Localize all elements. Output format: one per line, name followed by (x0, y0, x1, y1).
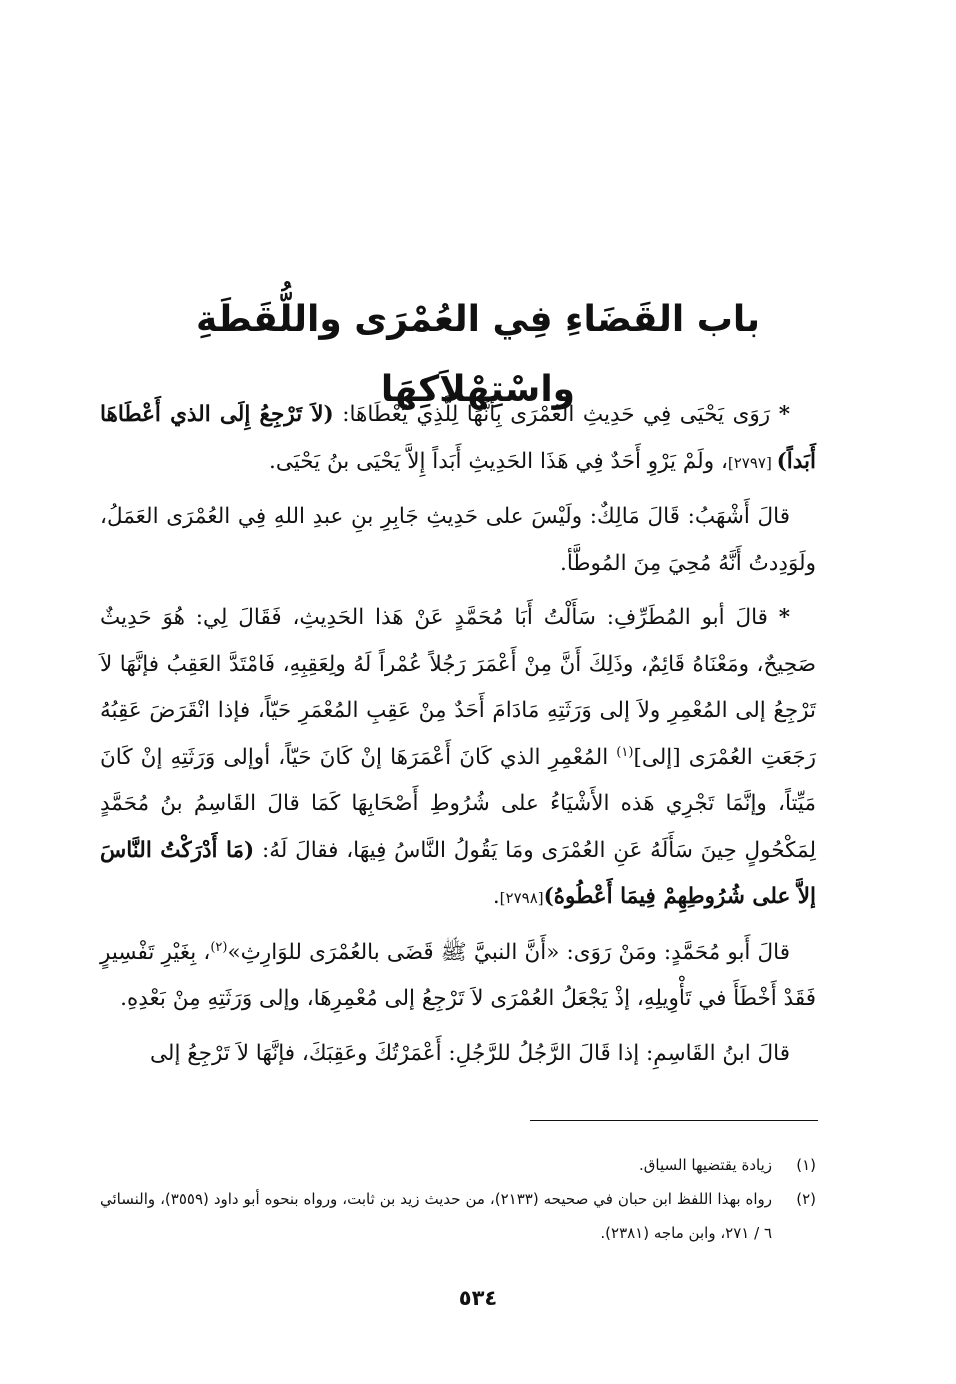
main-text (100, 392, 816, 1085)
hadith-quote: (مَا أَدْرَكْتُ النَّاسَ إلاَّ على شُرُوطِهِمْ فِيمَا أَعْطُوهُ) (100, 837, 816, 909)
page-number: ٥٣٤ (458, 1286, 498, 1310)
chapter-title: باب القَضَاءِ فِي العُمْرَى واللُّقَطَةِ واسْتِهْلاَكِهَا (196, 299, 760, 410)
footnote-number: (١) (796, 1156, 816, 1174)
footnote-text: رواه بهذا اللفظ ابن حبان في صحيحه (٢١٣٣)، من حديث زيد بن ثابت، ورواه بنحوه أبو داود (٣٥٥٩)، والنسائي ٦ / ٢٧١، وابن ماجه (٢٣٨١). (100, 1190, 773, 1242)
paragraph-text: قالَ أَبو مُحَمَّدٍ: ومَنْ رَوَى: «أَنَّ النبيَّ ﷺ قَضَى بالعُمْرَى للوَارِثِ» (227, 939, 790, 965)
paragraph-text: ، ولَمْ يَرْوِ أَحَدٌ فِي هَذَا الحَدِيثِ أَبَداً إِلاَّ يَحْيَى بنُ يَحْيَى. (269, 448, 728, 474)
star-marker: * (778, 605, 790, 630)
footnote-number: (٢) (796, 1190, 816, 1208)
paragraph-text: قالَ أبو المُطَرِّفِ: سَأَلْتُ أَبَا مُحَمَّدٍ عَنْ هَذا الحَدِيثِ، فَقَالَ لِي: هُوَ حَدِيثٌ صَحِيحٌ، ومَعْنَاهُ قَائِمٌ، وذَلِكَ أَنَّ مِنْ أَعْمَرَ رَجُلاً عُمْراً لَهُ ولِعَقِبِهِ، فَامْتَدَّ العَقِبُ فإنَّهَا لاَ تَرْجِعُ إلى المُعْمِرِ ولاَ إلى وَرَثَتِهِ مَادَامَ أَحَدٌ مِنْ عَقِبِ المُعْمَرِ حَيّاً، فإذا انْقَرَضَ عَقِبُهُ رَجَعَتِ العُمْرَى [إلى] (100, 605, 817, 770)
footnote-marker-2[interactable]: (٢) (210, 939, 228, 955)
footnote-separator (530, 1120, 818, 1121)
paragraph-text: رَوَى يَحْيَى فِي حَدِيثِ العُمْرَى بِأَنَّهَا لِلَّذِي يُعْطَاهَا: (333, 402, 771, 427)
footnote-1 (100, 1148, 816, 1182)
footnote-text: زيادة يقتضيها السياق. (639, 1156, 772, 1174)
hadith-reference: [٢٧٩٨] (499, 889, 544, 907)
hadith-quote: (لاَ تَرْجِعُ إِلَى الذي أَعْطَاهَا أَبَداً) (100, 402, 816, 474)
footnote-2 (100, 1182, 816, 1250)
paragraph-5 (100, 1031, 816, 1078)
paragraph-text: قالَ ابنُ القَاسِمِ: إذا قَالَ الرَّجُلُ للرَّجُلِ: أَعْمَرْتُكَ وعَقِبَكَ، فإنَّهَا لاَ تَرْجِعُ إلى (150, 1040, 790, 1066)
star-marker: * (778, 402, 790, 427)
paragraph-text: ، بِغَيْرِ تَفْسِيرٍ فَقَدْ أَخْطَأَ في تَأْوِيلِهِ، إذْ يَجْعَلُ العُمْرَى لاَ تَرْجِعُ إلى مُعْمِرِهَا، وإلى وَرَثَتِهِ مِنْ بَعْدِهِ. (100, 939, 816, 1011)
paragraph-3 (100, 595, 816, 922)
footnotes (100, 1148, 816, 1250)
paragraph-2 (100, 494, 816, 587)
paragraph-4 (100, 930, 816, 1023)
paragraph-text: قالَ أَشْهَبُ: قَالَ مَالِكٌ: ولَيْسَ على حَدِيثِ جَابِرِ بنِ عبدِ اللهِ فِي العُمْرَى العَمَلُ، ولَوَدِدتُ أَنَّهُ مُحِيَ مِنَ المُوطَّأ. (100, 504, 816, 576)
paragraph-text: المُعْمِرِ الذي كَانَ أَعْمَرَهَا إنْ كَانَ حَيّاً، أوإلى وَرَثَتِهِ إنْ كَانَ مَيِّتاً، وإنَّمَا تَجْرِي هَذه الأَشْيَاءُ على شُرُوطِ أَصْحَابِهَا كَمَا قالَ القَاسِمُ بنُ مُحَمَّدٍ لِمَكْحُولٍ حِينَ سَأَلَهُ عَنِ العُمْرَى ومَا يَقُولُ النَّاسُ فِيهَا، فقالَ لَهُ: (100, 744, 817, 863)
hadith-reference: [٢٧٩٧] (727, 453, 777, 472)
paragraph-text: . (492, 884, 500, 909)
paragraph-1 (100, 392, 816, 486)
footnote-marker-1[interactable]: (١) (616, 744, 634, 760)
